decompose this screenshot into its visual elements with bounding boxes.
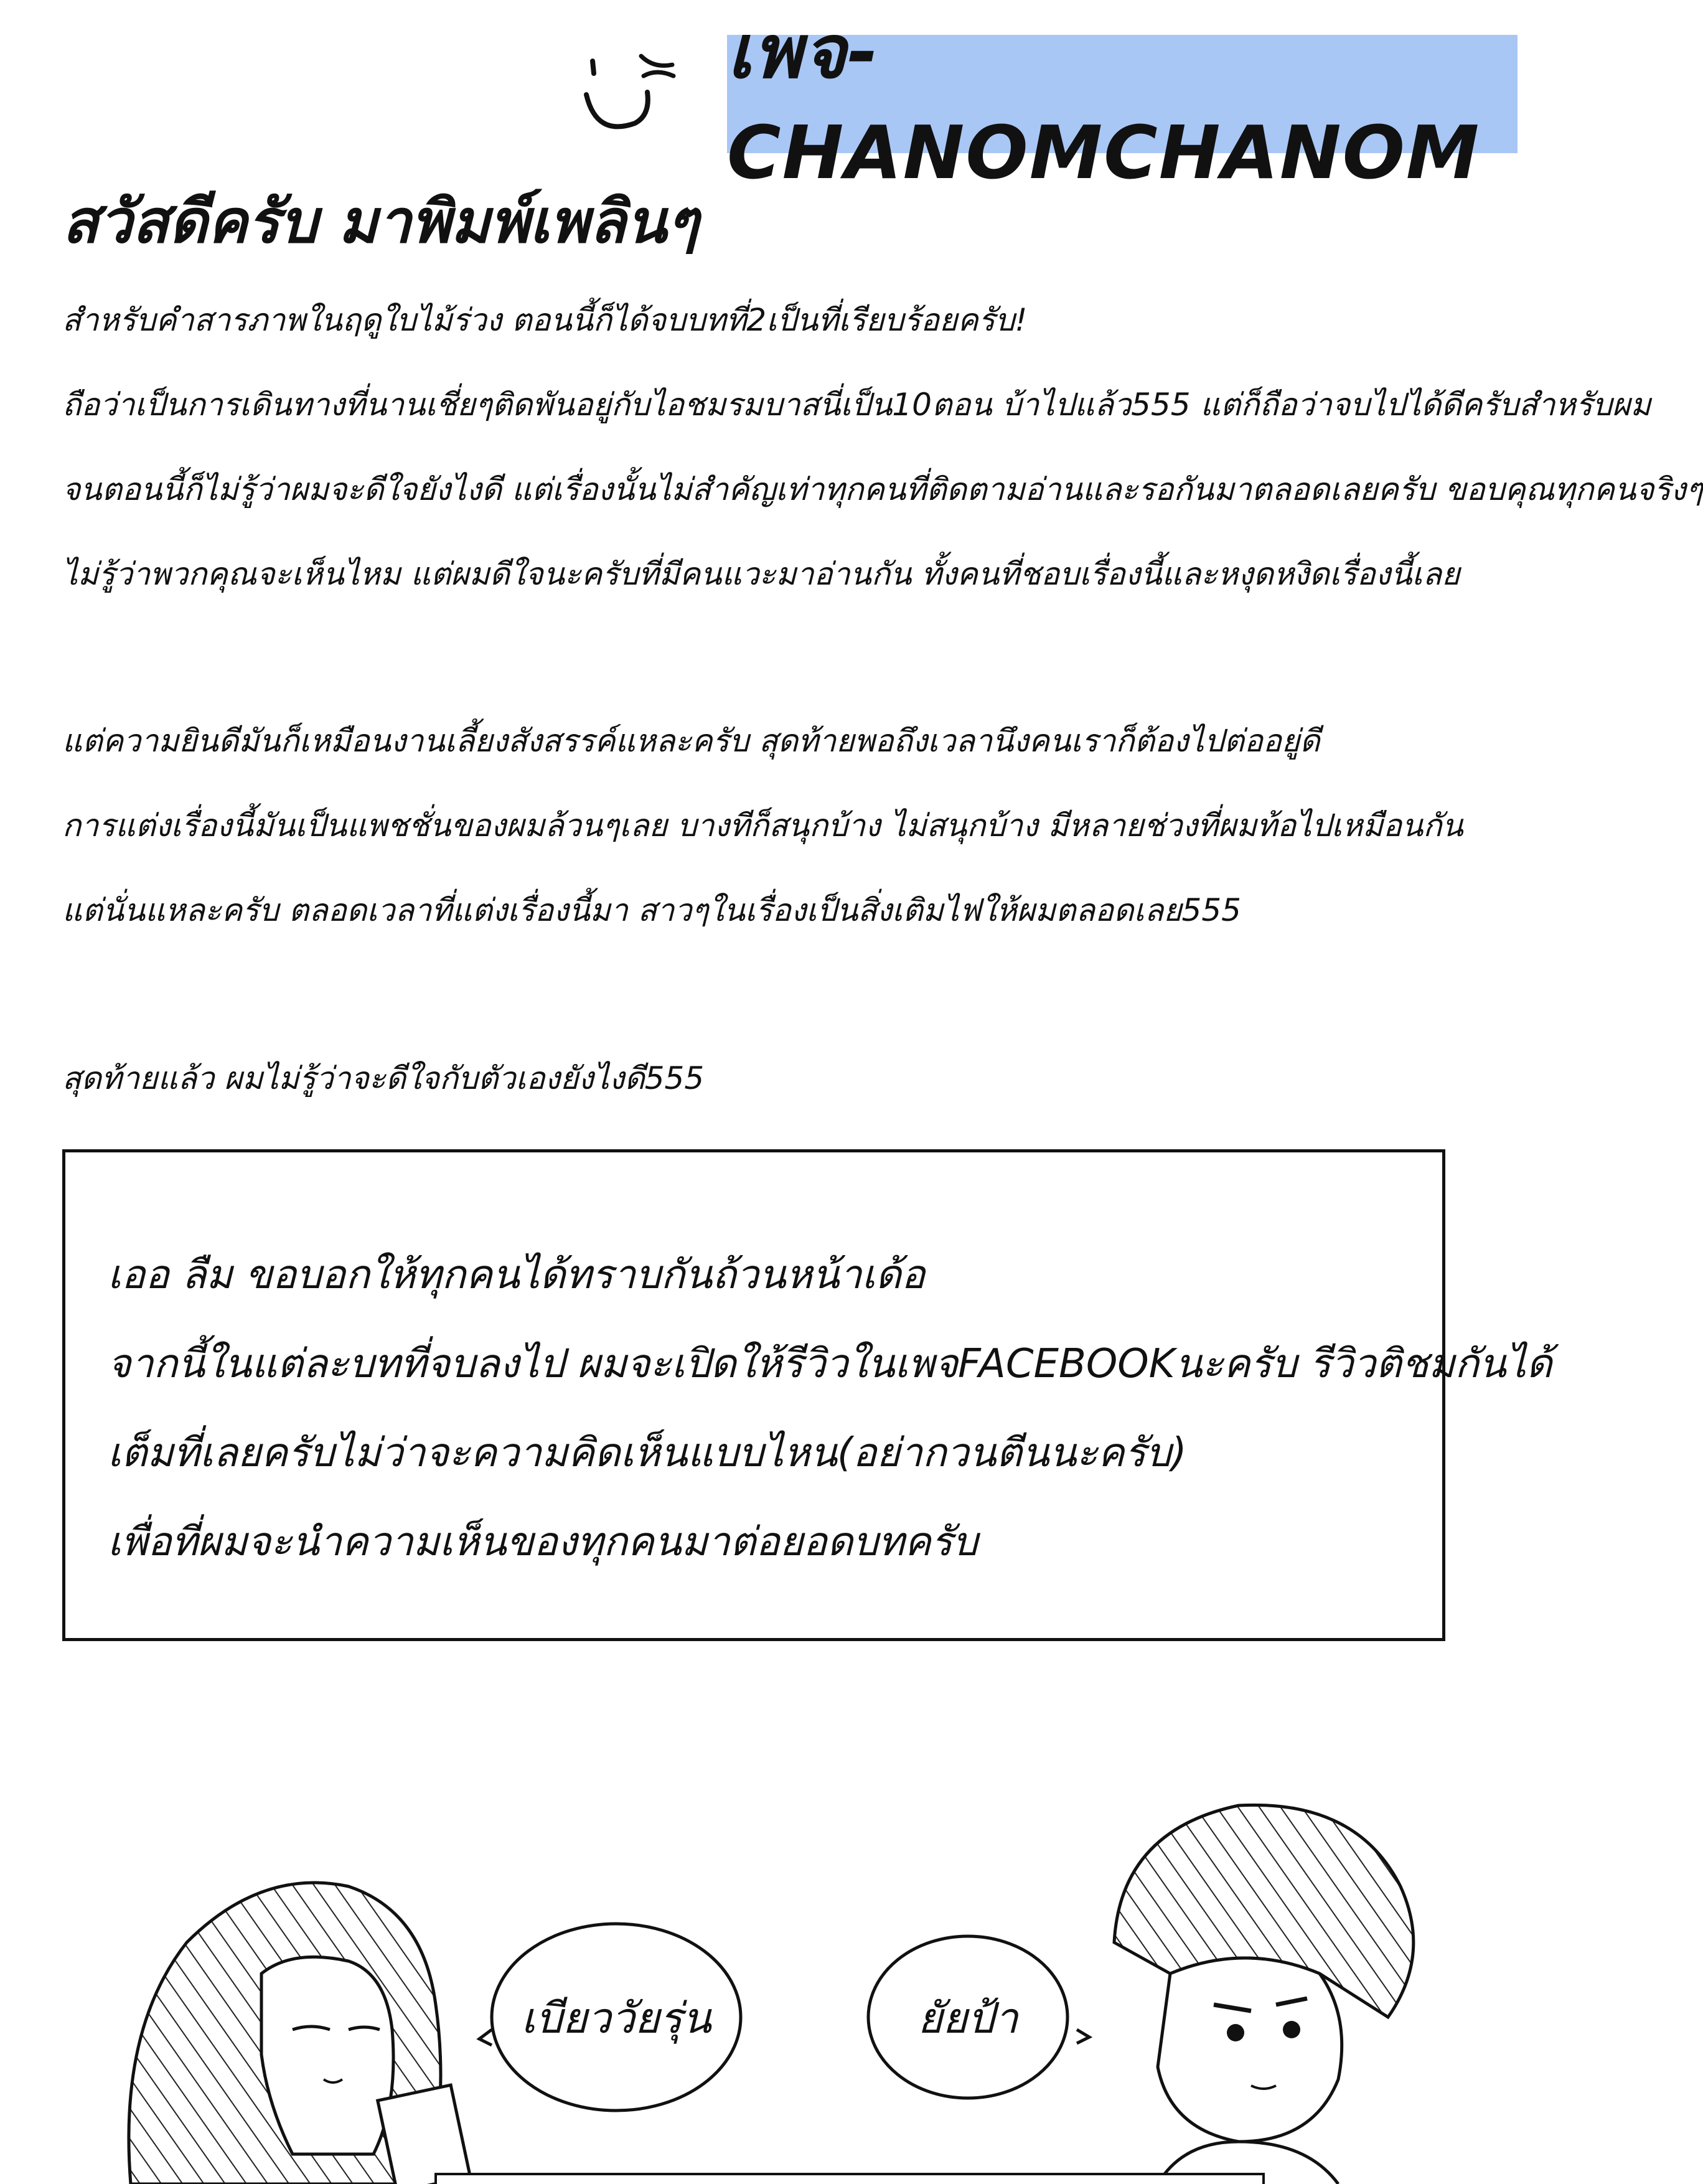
text-line: สุดท้ายแล้ว ผมไม่รู้ว่าจะดีใจกับตัวเองยังไงดี555 [62, 1060, 705, 1096]
girl-speech-text: เบียววัยรุ่น [521, 1994, 711, 2043]
text-line: สำหรับคำสารภาพในฤดูใบไม้ร่วง ตอนนี้ก็ได้จบบทที่2เป็นที่เรียบร้อยครับ! [62, 302, 1028, 338]
notice-text [108, 1231, 1552, 1587]
wink-face-icon [579, 44, 685, 137]
notice-line: เต็มที่เลยครับไม่ว่าจะความคิดเห็นแบบไหน(อย่ากวนตีนนะครับ) [108, 1430, 1187, 1476]
boy-speech-bubble [868, 1936, 1089, 2098]
notice-line: จากนี้ในแต่ละบทที่จบลงไป ผมจะเปิดให้รีวิวในเพจFACEBOOKนะครับ รีวิวติชมกันได้ [108, 1341, 1552, 1387]
girl-speech-bubble [479, 1924, 741, 2111]
sketch-illustration [0, 1681, 1544, 2184]
text-line: การแต่งเรื่องนี้มันเป็นแพชชั่นของผมล้วนๆเลย บางทีก็สนุกบ้าง ไม่สนุกบ้าง มีหลายช่วงที่ผมท้อไปเหมือนกัน [62, 807, 1463, 844]
boy-speech-text: ยัยป้า [917, 1994, 1018, 2043]
middle-paragraph [62, 699, 1494, 953]
bottom-panel-edge [436, 2174, 1264, 2184]
notice-line: เออ ลืม ขอบอกให้ทุกคนได้ทราบกันถ้วนหน้าเด้อ [108, 1252, 926, 1298]
boy-character [1114, 1805, 1414, 2184]
text-line: จนตอนนี้ก็ไม่รู้ว่าผมจะดีใจยังไงดี แต่เรื่องนั้นไม่สำคัญเท่าทุกคนที่ติดตามอ่านและรอกันมาตลอดเลยครับ ขอบคุณทุกคนจริงๆ [62, 471, 1703, 507]
girl-character [129, 1883, 470, 2184]
page-label-banner: เพจ-CHANOMCHANOM [727, 35, 1518, 153]
closing-paragraph [62, 1036, 1494, 1121]
intro-paragraph [62, 278, 1703, 616]
notice-box [62, 1149, 1552, 1641]
page-title: สวัสดีครับ มาพิมพ์เพลินๆ [62, 187, 699, 257]
text-line: ถือว่าเป็นการเดินทางที่นานเชี่ยๆติดพันอยู่กับไอชมรมบาสนี่เป็น10ตอน บ้าไปแล้ว555 แต่ก็ถือว่าจบไปได้ดีครับสำหรับผม [62, 387, 1651, 423]
text-line: แต่ความยินดีมันก็เหมือนงานเลี้ยงสังสรรค์แหละครับ สุดท้ายพอถึงเวลานึงคนเราก็ต้องไปต่ออยู่ดี [62, 723, 1320, 759]
text-line: แต่นั่นแหละครับ ตลอดเวลาที่แต่งเรื่องนี้มา สาวๆในเรื่องเป็นสิ่งเติมไฟให้ผมตลอดเลย555 [62, 892, 1241, 928]
text-line: ไม่รู้ว่าพวกคุณจะเห็นไหม แต่ผมดีใจนะครับที่มีคนแวะมาอ่านกัน ทั้งคนที่ชอบเรื่องนี้และหงุดหงิดเรื่องนี้เลย [62, 556, 1460, 592]
notice-line: เพื่อที่ผมจะนำความเห็นของทุกคนมาต่อยอดบทครับ [108, 1519, 978, 1565]
